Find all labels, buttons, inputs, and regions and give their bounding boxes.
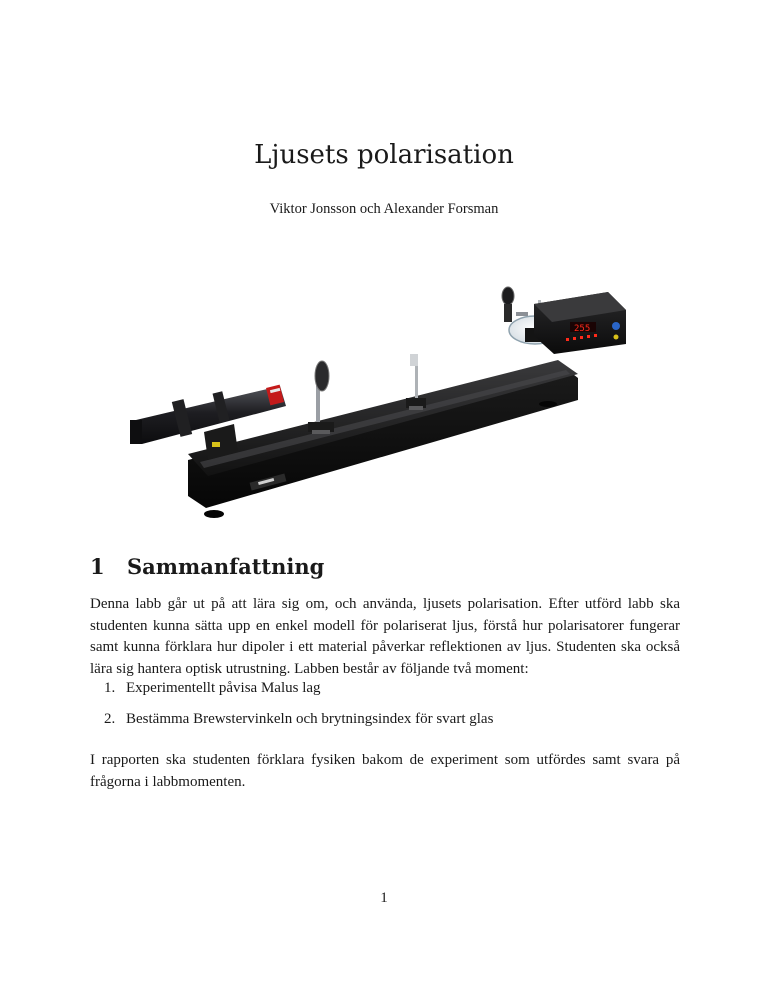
list-item-number: 1. [104, 680, 116, 696]
list-item [104, 680, 321, 697]
list-item-text: Experimentellt påvisa Malus lag [126, 680, 321, 696]
detector-box [534, 292, 626, 354]
list-item-text: Bestämma Brewstervinkeln och brytningsindex för svart glas [126, 711, 494, 727]
summary-paragraph: Denna labb går ut på att lära sig om, och använda, ljusets polarisation. Efter utförd labb ska studenten kunna sätta upp en enkel modell för polariserat ljus, förstå hur polarisatorer fungerar samt kunna förklara hur dipoler i ett material påverkar reflektionen av ljus. Studenten ska också lära sig hantera optisk utrustning. Labben består av följande två moment: [90, 596, 680, 677]
optical-rail [188, 360, 578, 518]
list-item [104, 711, 493, 728]
polarizer-mount-2 [406, 354, 426, 410]
authors: Viktor Jonsson och Alexander Forsman [269, 201, 499, 217]
section-heading [90, 554, 324, 579]
page-number: 1 [380, 890, 388, 906]
document-title: Ljusets polarisation [254, 140, 514, 170]
section-title: Sammanfattning [127, 554, 325, 579]
list-item-number: 2. [104, 711, 116, 727]
report-paragraph: I rapporten ska studenten förklara fysiken bakom de experiment som utfördes samt svara på frågorna i labbmomenten. [90, 752, 680, 790]
polarizer-mount-1 [308, 361, 334, 434]
section-number: 1 [90, 554, 105, 579]
optical-bench-photo [130, 282, 640, 522]
display-reading: 255 [574, 324, 591, 334]
